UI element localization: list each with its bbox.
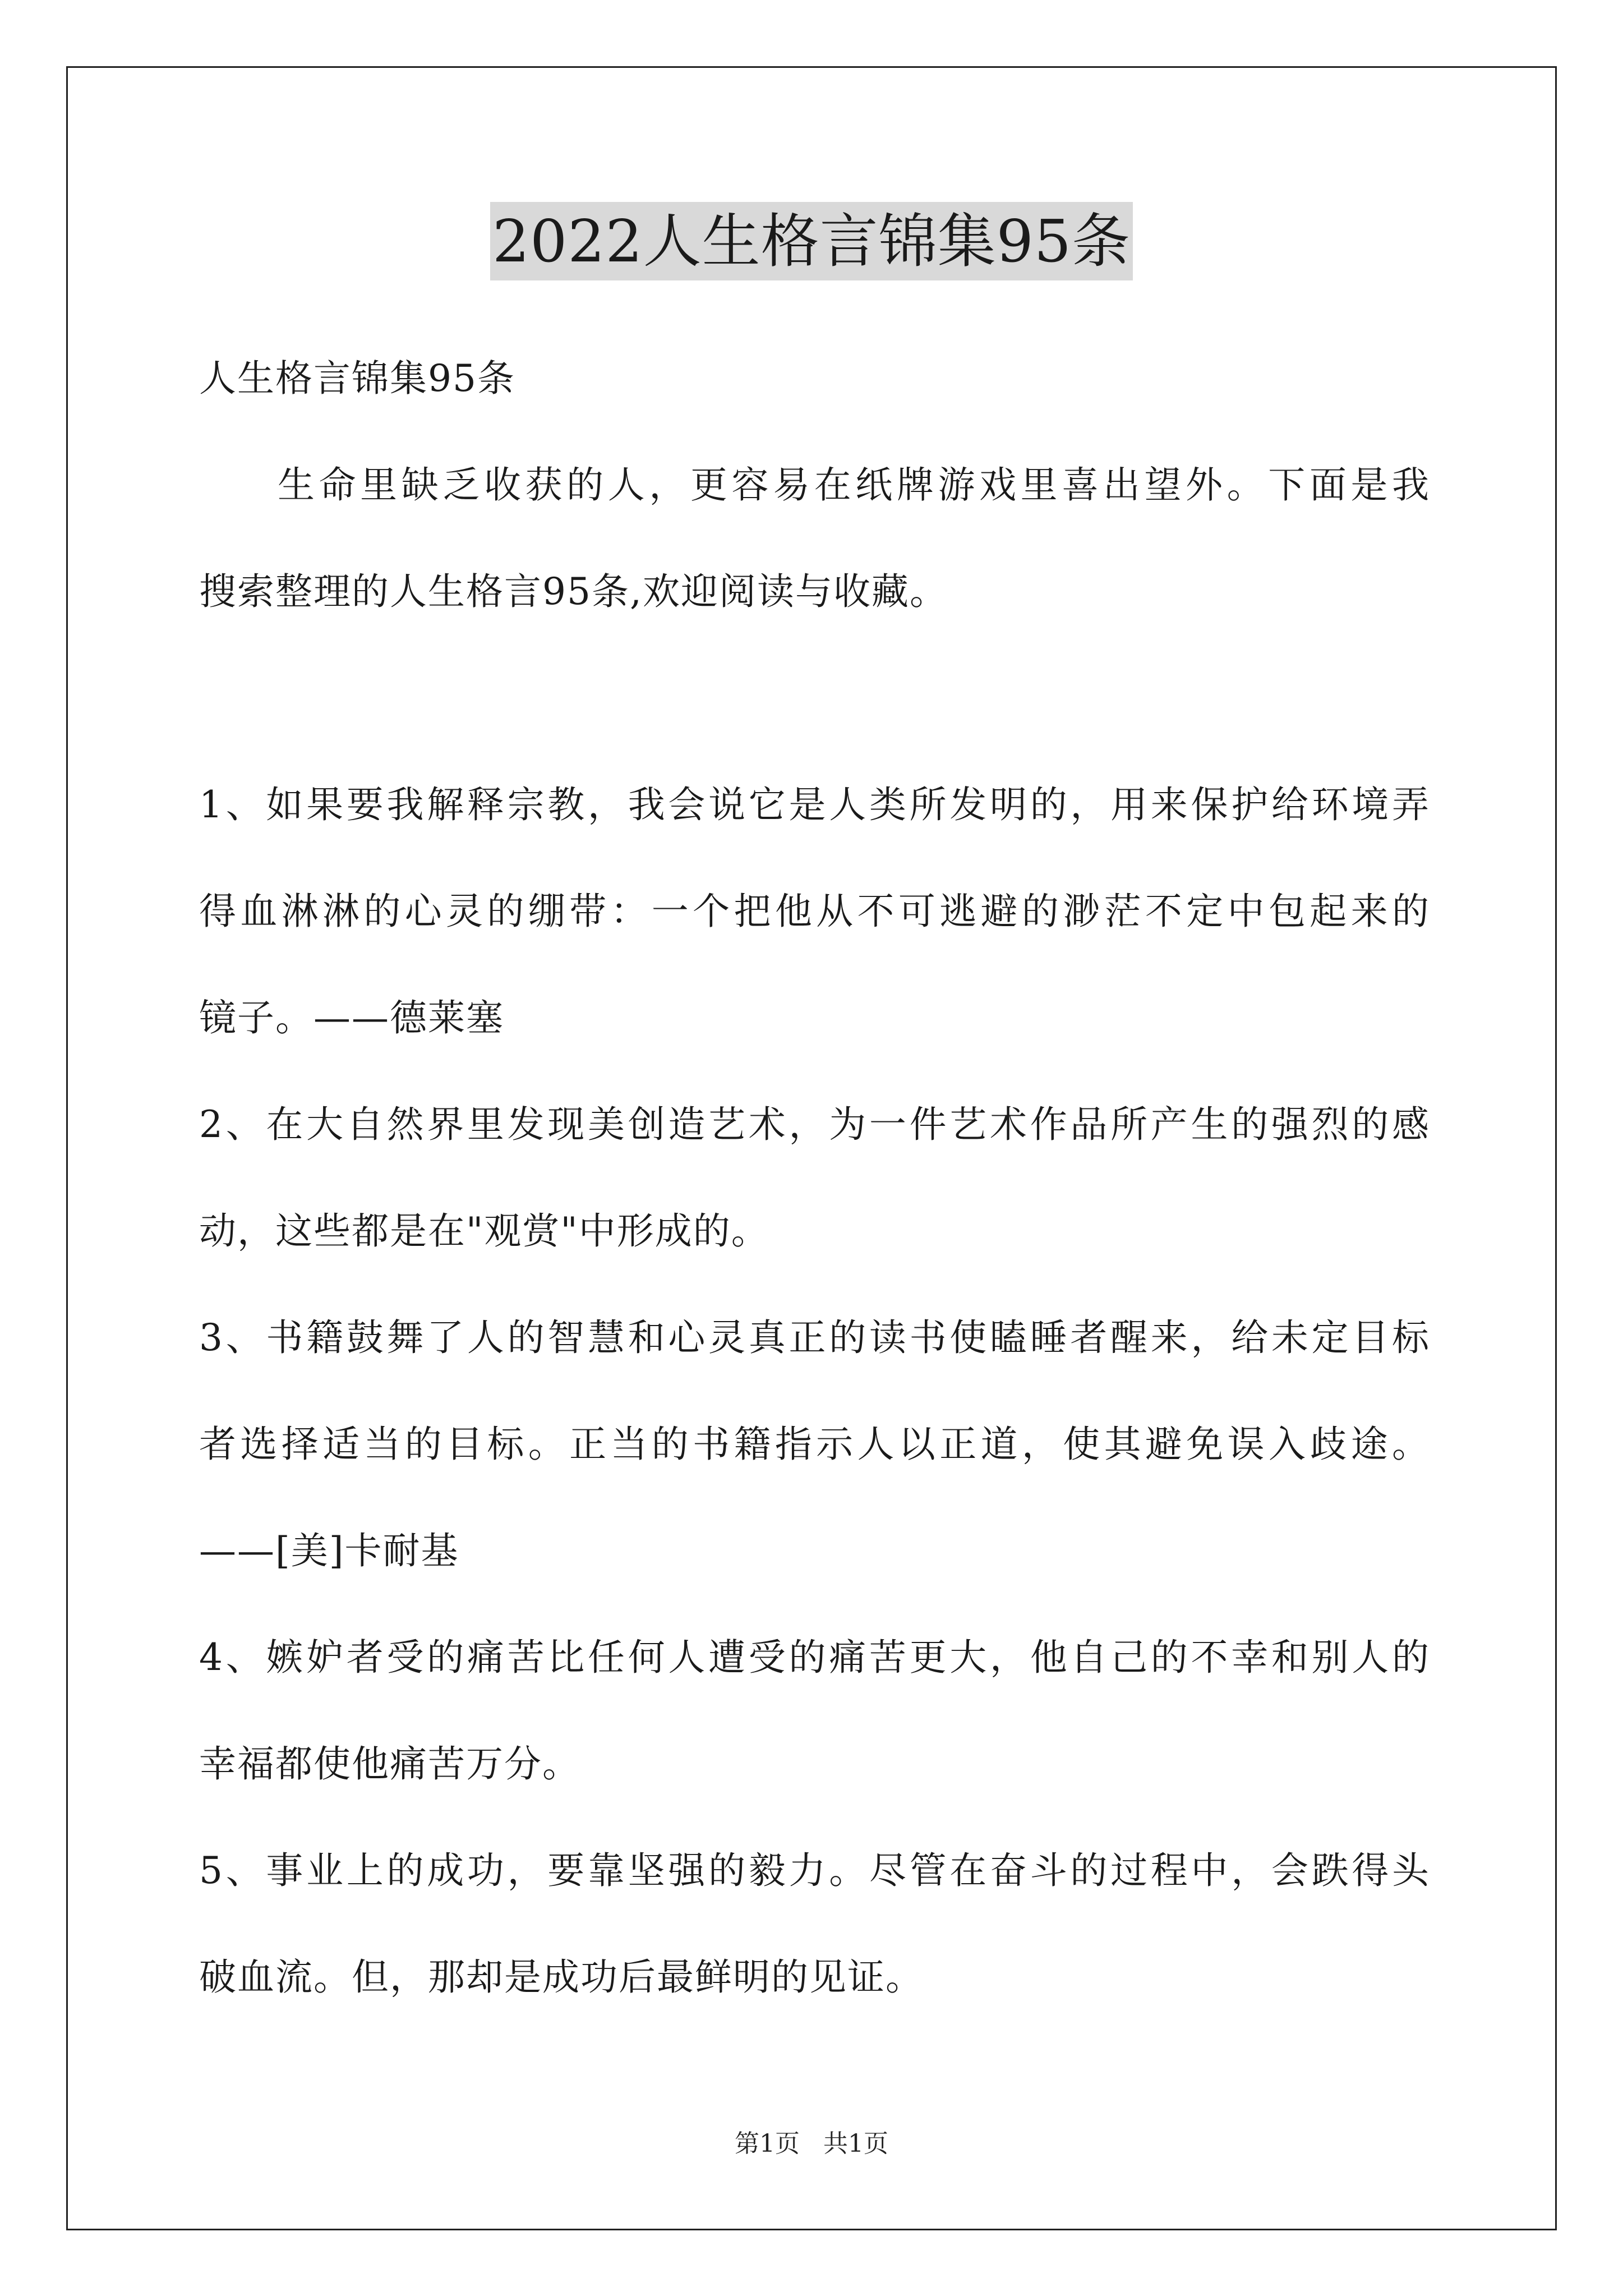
title-container bbox=[0, 202, 1623, 280]
item-4-line-2: 幸福都使他痛苦万分。 bbox=[199, 1742, 580, 1786]
item-1-line-3: 镜子。——德莱塞 bbox=[199, 996, 504, 1039]
item-5-line-1: 5、事业上的成功，要靠坚强的毅力。尽管在奋斗的过程中，会跌得头 bbox=[199, 1849, 1430, 1892]
item-5-line-2: 破血流。但，那却是成功后最鲜明的见证。 bbox=[199, 1955, 924, 1999]
document-title: 2022人生格言锦集95条 bbox=[490, 202, 1133, 280]
document-subtitle: 人生格言锦集95条 bbox=[199, 357, 515, 400]
item-1-line-1: 1、如果要我解释宗教，我会说它是人类所发明的，用来保护给环境弄 bbox=[199, 783, 1430, 826]
item-3-line-3: ——[美]卡耐基 bbox=[199, 1529, 459, 1572]
item-3-line-2: 者选择适当的目标。正当的书籍指示人以正道，使其避免误入歧途。 bbox=[199, 1423, 1430, 1466]
item-2-line-1: 2、在大自然界里发现美创造艺术，为一件艺术作品所产生的强烈的感 bbox=[199, 1103, 1430, 1146]
page-footer bbox=[0, 2127, 1623, 2161]
page-total: 共1页 bbox=[823, 2129, 888, 2158]
intro-line-1: 生命里缺乏收获的人，更容易在纸牌游戏里喜出望外。下面是我 bbox=[278, 463, 1430, 507]
item-4-line-1: 4、嫉妒者受的痛苦比任何人遭受的痛苦更大，他自己的不幸和别人的 bbox=[199, 1636, 1430, 1679]
item-1-line-2: 得血淋淋的心灵的绷带：一个把他从不可逃避的渺茫不定中包起来的 bbox=[199, 890, 1430, 933]
intro-line-2: 搜索整理的人生格言95条,欢迎阅读与收藏。 bbox=[199, 570, 948, 613]
item-3-line-1: 3、书籍鼓舞了人的智慧和心灵真正的读书使瞌睡者醒来，给未定目标 bbox=[199, 1316, 1430, 1359]
page-number: 第1页 bbox=[735, 2129, 800, 2158]
item-2-line-2: 动，这些都是在"观赏"中形成的。 bbox=[199, 1209, 769, 1253]
